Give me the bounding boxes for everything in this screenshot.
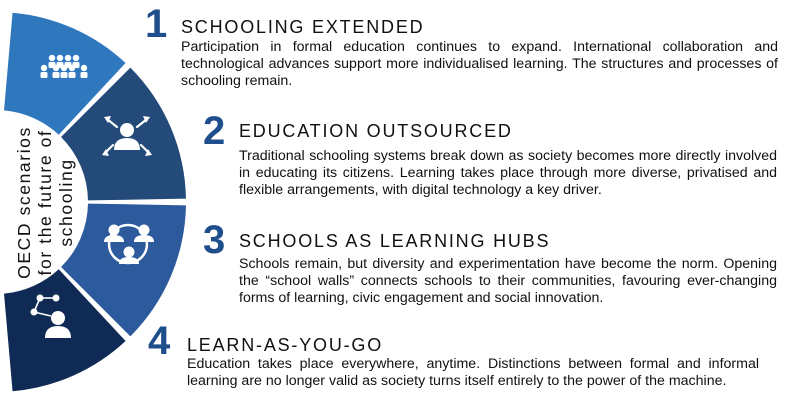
scenario-text: Participation in formal education continues to expand. International collaboration and technological advances support more individualised learning. The structures and processes of schooling remain. bbox=[181, 39, 778, 89]
scenario-number: 1 bbox=[145, 2, 168, 46]
scenario-text: Education takes place everywhere, anytime. Distinctions between formal and informal learning are no longer valid as society turns itself entirely to the power of the machine. bbox=[187, 356, 759, 389]
diagram-title bbox=[0, 0, 90, 404]
scenario-text: Schools remain, but diversity and experimentation have become the norm. Opening the “school walls” connects schools to their communities, favouring ever-changing forms of learning, civic engagement and social innovation. bbox=[239, 256, 777, 306]
scenario-heading: SCHOOLS AS LEARNING HUBS bbox=[239, 231, 551, 251]
scenario-number: 4 bbox=[148, 319, 171, 363]
title-line-1: OECD scenarios bbox=[13, 125, 34, 279]
scenario-text: Traditional schooling systems break down as society becomes more directly involved in educating its citizens. Learning takes place through more diverse, privatised and flexible arrangements, with digital technology a key driver. bbox=[239, 148, 777, 198]
scenario-number: 3 bbox=[203, 218, 226, 262]
scenario-number: 2 bbox=[203, 109, 226, 153]
title-line-2: for the future of bbox=[34, 129, 55, 275]
scenario-heading: SCHOOLING EXTENDED bbox=[181, 17, 425, 37]
scenario-heading: EDUCATION OUTSOURCED bbox=[239, 121, 513, 141]
scenario-heading: LEARN-AS-YOU-GO bbox=[187, 335, 384, 355]
title-line-3: schooling bbox=[55, 157, 76, 247]
